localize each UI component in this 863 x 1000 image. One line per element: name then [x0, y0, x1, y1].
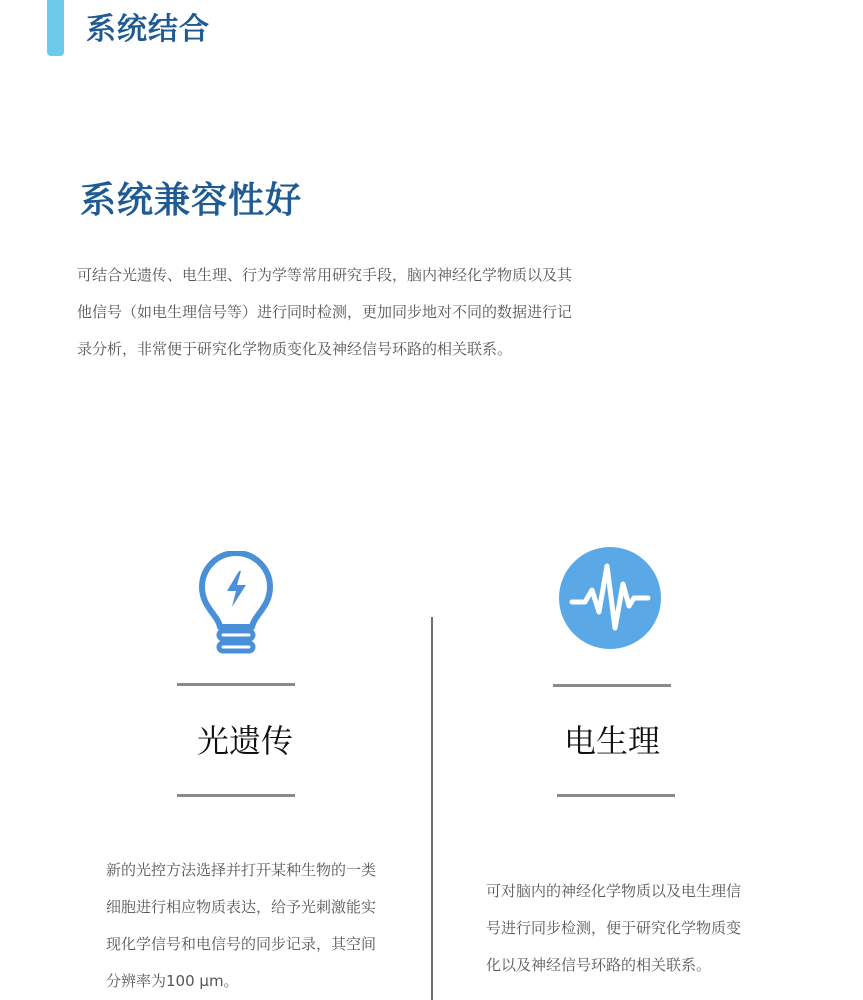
feature-description-line: 可对脑内的神经化学物质以及电生理信 [486, 882, 742, 900]
heartbeat-pulse-icon [558, 546, 662, 650]
intro-description [77, 257, 597, 368]
feature-description-line: 号进行同步检测，便于研究化学物质变 [486, 919, 742, 937]
feature-description-line: 细胞进行相应物质表达，给予光刺激能实 [106, 898, 377, 916]
feature-rule-bottom [177, 794, 295, 797]
feature-description [106, 852, 376, 1000]
feature-description [486, 873, 741, 984]
section-title: 系统结合 [86, 12, 210, 47]
feature-description-line: 分辨率为100 μm。 [106, 972, 239, 990]
feature-rule-top [177, 683, 295, 686]
column-divider [431, 617, 433, 1000]
intro-description-line: 他信号（如电生理信号等）进行同时检测，更加同步地对不同的数据进行记 [77, 303, 573, 321]
lightbulb-icon [196, 551, 276, 659]
feature-title: 光遗传 [196, 722, 293, 760]
intro-description-line: 可结合光遗传、电生理、行为学等常用研究手段，脑内神经化学物质以及其 [77, 266, 573, 284]
intro-headline: 系统兼容性好 [80, 180, 303, 221]
section-accent-bar [47, 0, 64, 56]
feature-rule-bottom [557, 794, 675, 797]
feature-title: 电生理 [563, 722, 660, 760]
feature-description-line: 新的光控方法选择并打开某种生物的一类 [106, 861, 377, 879]
intro-description-line: 录分析，非常便于研究化学物质变化及神经信号环路的相关联系。 [77, 340, 513, 358]
feature-rule-top [553, 684, 671, 687]
feature-description-line: 化以及神经信号环路的相关联系。 [486, 956, 712, 974]
feature-description-line: 现化学信号和电信号的同步记录，其空间 [106, 935, 377, 953]
